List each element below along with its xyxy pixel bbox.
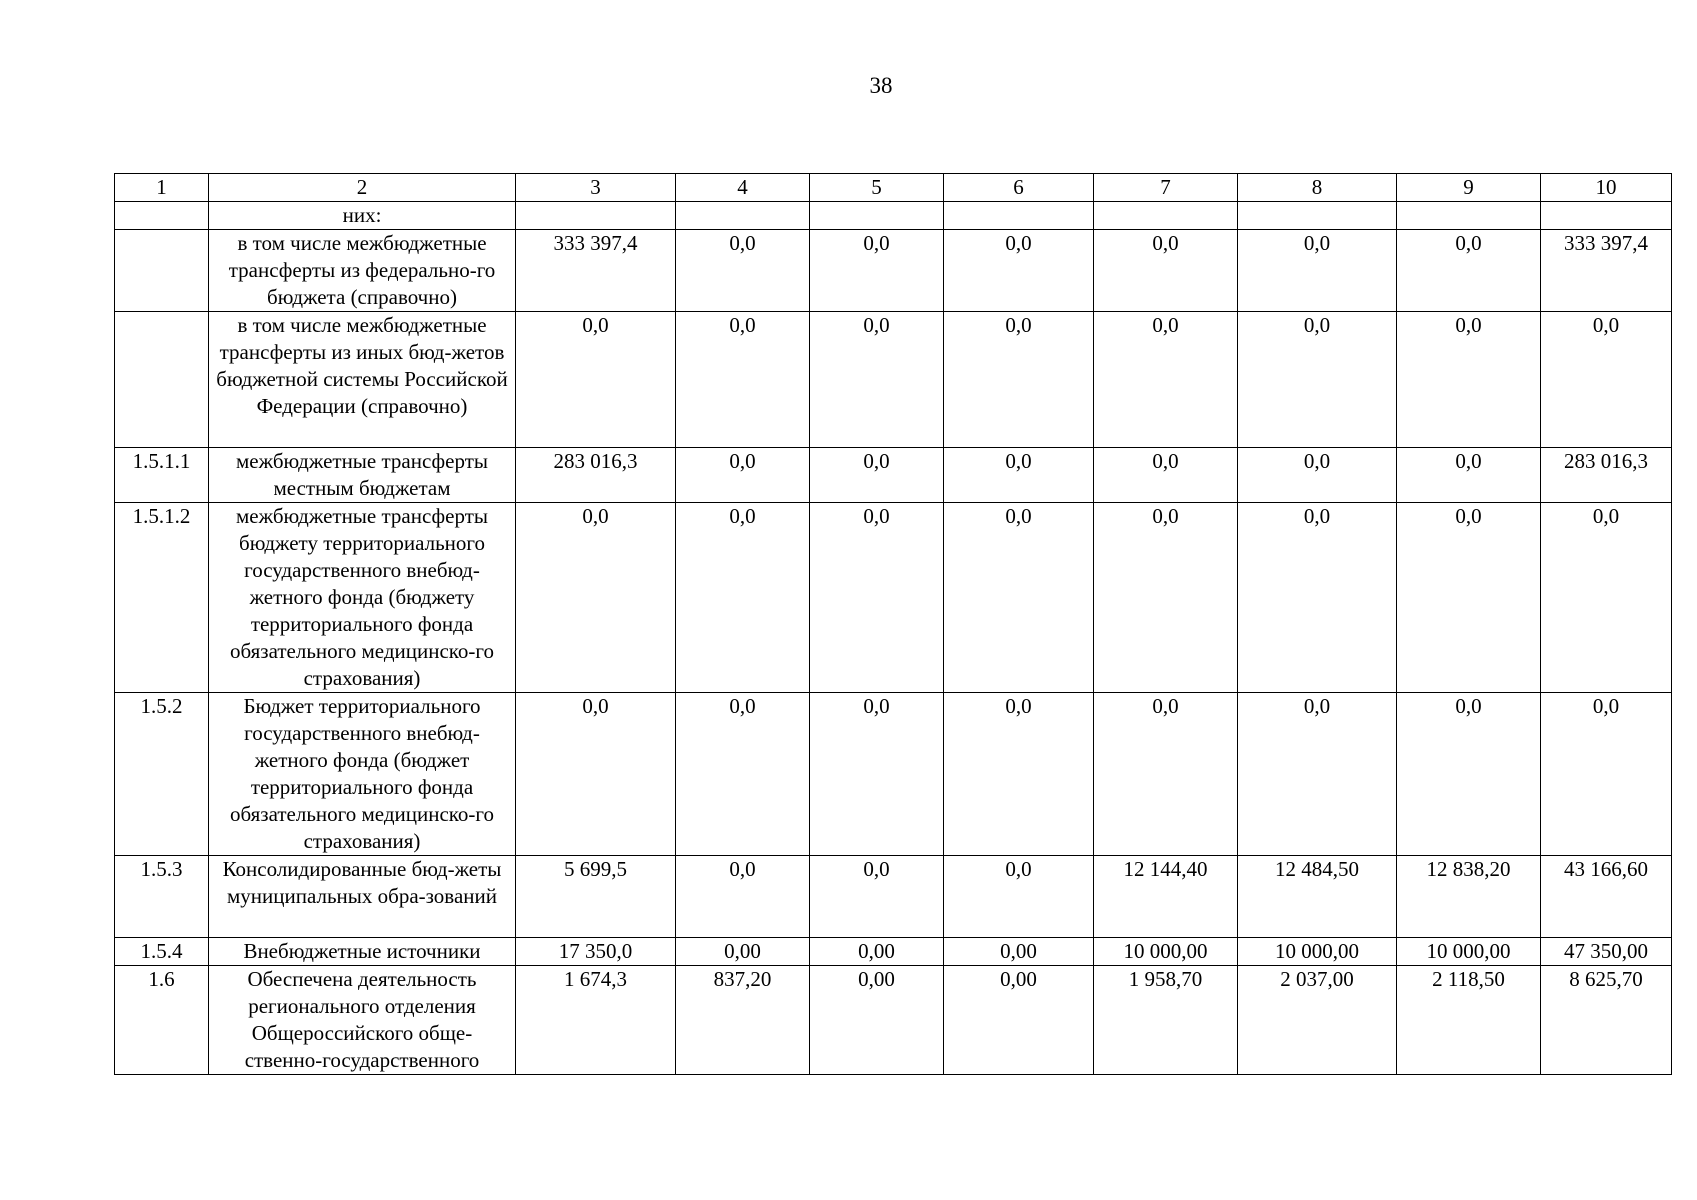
value-cell: 43 166,60 [1541,856,1672,938]
table-row [115,503,1672,693]
value-cell: 0,0 [516,693,676,856]
table-row [115,938,1672,966]
row-name-cell: Внебюджетные источники [209,938,516,966]
value-cell: 8 625,70 [1541,966,1672,1075]
table-row [115,448,1672,503]
header-cell: 3 [516,174,676,202]
value-cell: 5 699,5 [516,856,676,938]
value-cell: 0,0 [810,856,944,938]
header-cell: 10 [1541,174,1672,202]
value-cell: 0,0 [1238,230,1397,312]
value-cell: 0,0 [1238,448,1397,503]
table-row [115,312,1672,448]
table-row [115,856,1672,938]
value-cell: 0,0 [810,230,944,312]
value-cell: 0,0 [676,693,810,856]
value-cell: 0,0 [810,503,944,693]
value-cell: 0,0 [1238,312,1397,448]
value-cell: 47 350,00 [1541,938,1672,966]
header-cell: 1 [115,174,209,202]
value-cell: 333 397,4 [516,230,676,312]
value-cell: 0,0 [810,693,944,856]
value-cell: 283 016,3 [1541,448,1672,503]
value-cell: 333 397,4 [1541,230,1672,312]
row-code-cell: 1.5.1.2 [115,503,209,693]
value-cell: 0,00 [810,966,944,1075]
value-cell [1094,202,1238,230]
value-cell: 0,0 [1397,693,1541,856]
value-cell: 0,00 [944,938,1094,966]
value-cell [944,202,1094,230]
page-number: 38 [869,73,893,98]
value-cell: 0,0 [516,503,676,693]
row-name-cell: Бюджет территориального государственного внебюд-жетного фонда (бюджет территориального фонда обязательного медицинско-го страхования) [209,693,516,856]
value-cell: 0,00 [810,938,944,966]
value-cell: 0,0 [944,503,1094,693]
header-cell: 2 [209,174,516,202]
value-cell: 0,0 [1541,312,1672,448]
row-code-cell: 1.5.4 [115,938,209,966]
header-cell: 8 [1238,174,1397,202]
value-cell: 0,0 [676,856,810,938]
value-cell: 0,0 [1397,312,1541,448]
value-cell: 0,0 [944,448,1094,503]
value-cell: 0,0 [1094,503,1238,693]
header-cell: 7 [1094,174,1238,202]
value-cell: 0,0 [676,503,810,693]
value-cell: 10 000,00 [1094,938,1238,966]
value-cell: 0,0 [944,230,1094,312]
row-name-cell: Консолидированные бюд-жеты муниципальных обра-зований [209,856,516,938]
row-code-cell: 1.5.3 [115,856,209,938]
table-row [115,966,1672,1075]
row-code-cell: 1.5.2 [115,693,209,856]
value-cell: 0,0 [1094,448,1238,503]
table-row [115,202,1672,230]
value-cell: 2 037,00 [1238,966,1397,1075]
value-cell: 0,00 [676,938,810,966]
value-cell: 837,20 [676,966,810,1075]
value-cell: 283 016,3 [516,448,676,503]
value-cell: 12 838,20 [1397,856,1541,938]
value-cell: 12 144,40 [1094,856,1238,938]
value-cell: 17 350,0 [516,938,676,966]
value-cell: 0,0 [810,312,944,448]
row-code-cell: 1.6 [115,966,209,1075]
value-cell [1238,202,1397,230]
header-cell: 9 [1397,174,1541,202]
table-row [115,230,1672,312]
header-cell: 6 [944,174,1094,202]
value-cell: 0,0 [1238,503,1397,693]
row-name-cell: межбюджетные трансферты бюджету территориального государственного внебюд-жетного фонда (бюджету территориального фонда обязательного медицинско-го страхования) [209,503,516,693]
value-cell: 1 958,70 [1094,966,1238,1075]
value-cell: 10 000,00 [1397,938,1541,966]
value-cell: 0,0 [676,230,810,312]
budget-table [114,173,1672,1075]
value-cell: 0,0 [1094,312,1238,448]
header-cell: 5 [810,174,944,202]
value-cell: 0,0 [676,448,810,503]
table-header-row [115,174,1672,202]
value-cell: 0,0 [1541,693,1672,856]
value-cell: 1 674,3 [516,966,676,1075]
row-name-cell: в том числе межбюджетные трансферты из иных бюд-жетов бюджетной системы Российской Федерации (справочно) [209,312,516,448]
value-cell: 12 484,50 [1238,856,1397,938]
row-name-cell: них: [209,202,516,230]
value-cell [676,202,810,230]
value-cell: 10 000,00 [1238,938,1397,966]
row-name-cell: в том числе межбюджетные трансферты из федерально-го бюджета (справочно) [209,230,516,312]
table-row [115,693,1672,856]
value-cell: 0,0 [1397,448,1541,503]
value-cell: 0,0 [1397,230,1541,312]
value-cell [516,202,676,230]
value-cell: 0,0 [1094,230,1238,312]
row-code-cell: 1.5.1.1 [115,448,209,503]
row-name-cell: Обеспечена деятельность регионального отделения Общероссийского обще-ственно-государственного [209,966,516,1075]
value-cell: 2 118,50 [1397,966,1541,1075]
value-cell: 0,0 [1238,693,1397,856]
value-cell: 0,0 [944,312,1094,448]
value-cell: 0,0 [1397,503,1541,693]
value-cell: 0,0 [1541,503,1672,693]
row-name-cell: межбюджетные трансферты местным бюджетам [209,448,516,503]
header-cell: 4 [676,174,810,202]
row-code-cell [115,202,209,230]
value-cell [1541,202,1672,230]
value-cell [1397,202,1541,230]
value-cell: 0,0 [516,312,676,448]
value-cell: 0,00 [944,966,1094,1075]
value-cell: 0,0 [676,312,810,448]
value-cell: 0,0 [1094,693,1238,856]
value-cell: 0,0 [944,693,1094,856]
row-code-cell [115,230,209,312]
row-code-cell [115,312,209,448]
value-cell: 0,0 [944,856,1094,938]
value-cell: 0,0 [810,448,944,503]
value-cell [810,202,944,230]
